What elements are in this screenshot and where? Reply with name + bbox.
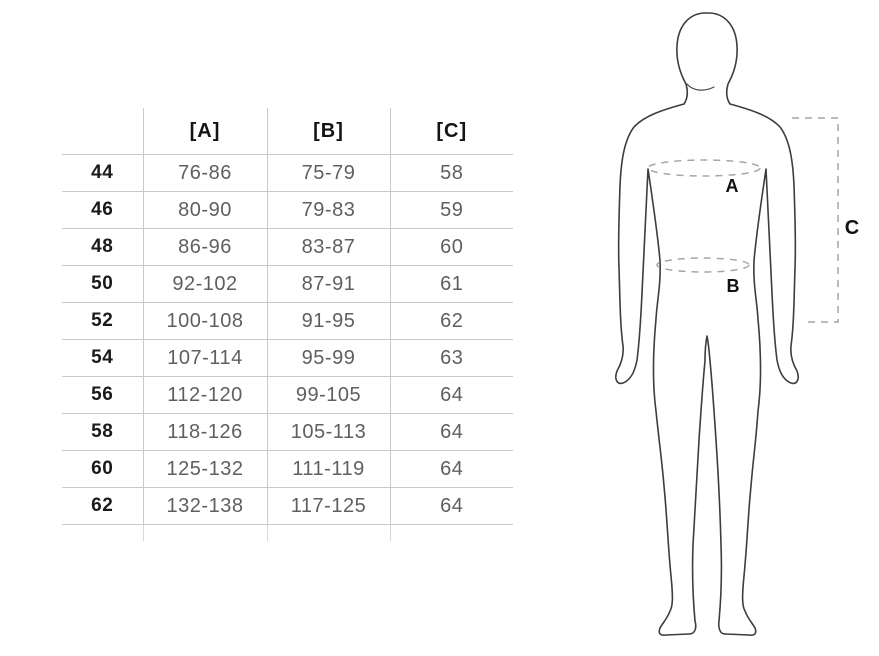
column-header-b: [B] — [267, 108, 390, 155]
size-cell: 44 — [62, 155, 143, 192]
value-cell-a: 132-138 — [143, 488, 267, 525]
value-cell-b: 95-99 — [267, 340, 390, 377]
value-cell-c: 63 — [390, 340, 513, 377]
table-stub-row — [62, 525, 513, 542]
length-measure-bracket-c — [792, 118, 838, 322]
value-cell-c: 64 — [390, 377, 513, 414]
table-row — [62, 229, 513, 266]
column-header-c: [C] — [390, 108, 513, 155]
table-corner-cell — [62, 108, 143, 155]
figure-label-c: C — [844, 217, 860, 239]
value-cell-b: 99-105 — [267, 377, 390, 414]
value-cell-c: 64 — [390, 488, 513, 525]
value-cell-c: 64 — [390, 451, 513, 488]
value-cell-c: 61 — [390, 266, 513, 303]
value-cell-c: 60 — [390, 229, 513, 266]
size-cell: 52 — [62, 303, 143, 340]
table-header-row — [62, 108, 513, 155]
body-measurement-figure — [600, 0, 879, 656]
table-row — [62, 155, 513, 192]
value-cell-c: 59 — [390, 192, 513, 229]
value-cell-a: 112-120 — [143, 377, 267, 414]
value-cell-a: 118-126 — [143, 414, 267, 451]
value-cell-c: 62 — [390, 303, 513, 340]
table-row — [62, 414, 513, 451]
table-row — [62, 340, 513, 377]
value-cell-b: 105-113 — [267, 414, 390, 451]
figure-label-a: A — [725, 176, 739, 196]
value-cell-c: 64 — [390, 414, 513, 451]
value-cell-b: 91-95 — [267, 303, 390, 340]
size-cell: 62 — [62, 488, 143, 525]
value-cell-b: 87-91 — [267, 266, 390, 303]
size-cell: 54 — [62, 340, 143, 377]
table-row — [62, 303, 513, 340]
table-row — [62, 192, 513, 229]
value-cell-a: 80-90 — [143, 192, 267, 229]
size-cell: 46 — [62, 192, 143, 229]
table-row — [62, 488, 513, 525]
table-row — [62, 451, 513, 488]
value-cell-a: 92-102 — [143, 266, 267, 303]
size-cell: 58 — [62, 414, 143, 451]
value-cell-b: 75-79 — [267, 155, 390, 192]
value-cell-b: 111-119 — [267, 451, 390, 488]
size-cell: 56 — [62, 377, 143, 414]
value-cell-a: 76-86 — [143, 155, 267, 192]
size-cell: 60 — [62, 451, 143, 488]
value-cell-b: 79-83 — [267, 192, 390, 229]
body-outline — [616, 13, 798, 635]
value-cell-a: 107-114 — [143, 340, 267, 377]
value-cell-b: 117-125 — [267, 488, 390, 525]
value-cell-b: 83-87 — [267, 229, 390, 266]
table-row — [62, 377, 513, 414]
value-cell-a: 86-96 — [143, 229, 267, 266]
size-table — [62, 108, 513, 541]
value-cell-a: 100-108 — [143, 303, 267, 340]
value-cell-c: 58 — [390, 155, 513, 192]
value-cell-a: 125-132 — [143, 451, 267, 488]
figure-label-b: B — [726, 276, 740, 296]
column-header-a: [A] — [143, 108, 267, 155]
size-cell: 48 — [62, 229, 143, 266]
size-cell: 50 — [62, 266, 143, 303]
table-row — [62, 266, 513, 303]
